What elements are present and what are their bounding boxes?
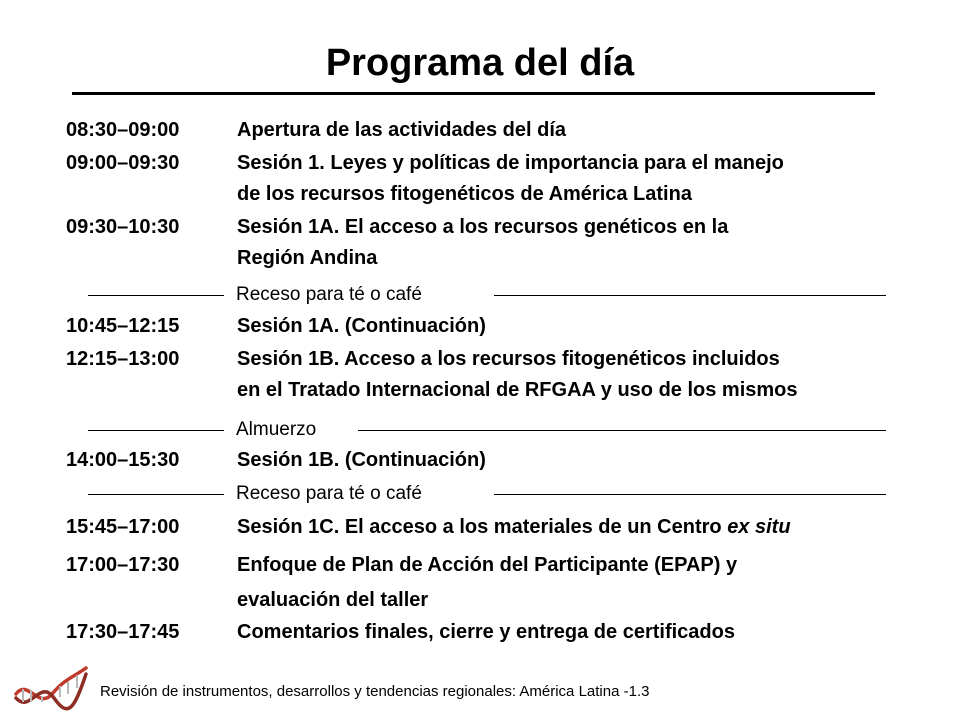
title-underline (72, 92, 875, 95)
schedule-description: Comentarios finales, cierre y entrega de certificados (237, 621, 735, 643)
schedule-time: 17:00–17:30 (66, 554, 180, 576)
divider-line (88, 494, 224, 495)
schedule-time: 12:15–13:00 (66, 348, 180, 370)
break-divider-tea (88, 285, 888, 307)
schedule-time: 08:30–09:00 (66, 119, 180, 141)
schedule-time: 09:30–10:30 (66, 216, 180, 238)
description-line: de los recursos fitogenéticos de América Latina (237, 183, 692, 205)
schedule-time: 15:45–17:00 (66, 516, 180, 538)
schedule-time: 14:00–15:30 (66, 449, 180, 471)
schedule-description (237, 344, 927, 406)
divider-line (494, 494, 886, 495)
schedule-description: Sesión 1B. (Continuación) (237, 449, 486, 471)
schedule-description: Apertura de las actividades del día (237, 119, 567, 141)
divider-line (88, 430, 224, 431)
description-line: Sesión 1A. El acceso a los recursos genéticos en la (237, 216, 729, 238)
footer-caption: Revisión de instrumentos, desarrollos y tendencias regionales: América Latina -1.3 (100, 683, 650, 700)
schedule-description (237, 512, 927, 543)
description-line: en el Tratado Internacional de RFGAA y uso de los mismos (237, 379, 798, 401)
break-label: Almuerzo (236, 419, 317, 440)
dna-helix-icon (14, 664, 88, 712)
break-divider-lunch (88, 420, 888, 442)
break-label: Receso para té o café (236, 284, 422, 305)
description-line: Sesión 1B. Acceso a los recursos fitogenéticos incluidos (237, 348, 780, 370)
schedule-description (237, 148, 927, 210)
divider-line (358, 430, 886, 431)
schedule-time: 17:30–17:45 (66, 621, 180, 643)
page-title: Programa del día (325, 42, 635, 84)
description-italic: ex situ (727, 516, 791, 538)
description-main: Sesión 1C. El acceso a los materiales de un Centro (237, 516, 728, 538)
break-label: Receso para té o café (236, 483, 422, 504)
divider-line (88, 295, 224, 296)
schedule-description: Sesión 1A. (Continuación) (237, 315, 486, 337)
schedule-time: 10:45–12:15 (66, 315, 180, 337)
description-line: Sesión 1. Leyes y políticas de importancia para el manejo (237, 152, 784, 174)
schedule-description (237, 548, 927, 618)
description-line: Región Andina (237, 247, 378, 269)
description-line: evaluación del taller (237, 589, 429, 611)
schedule-time: 09:00–09:30 (66, 152, 180, 174)
description-line: Enfoque de Plan de Acción del Participante (EPAP) y (237, 554, 738, 576)
break-divider-tea (88, 484, 888, 506)
schedule-description (237, 212, 927, 274)
divider-line (494, 295, 886, 296)
